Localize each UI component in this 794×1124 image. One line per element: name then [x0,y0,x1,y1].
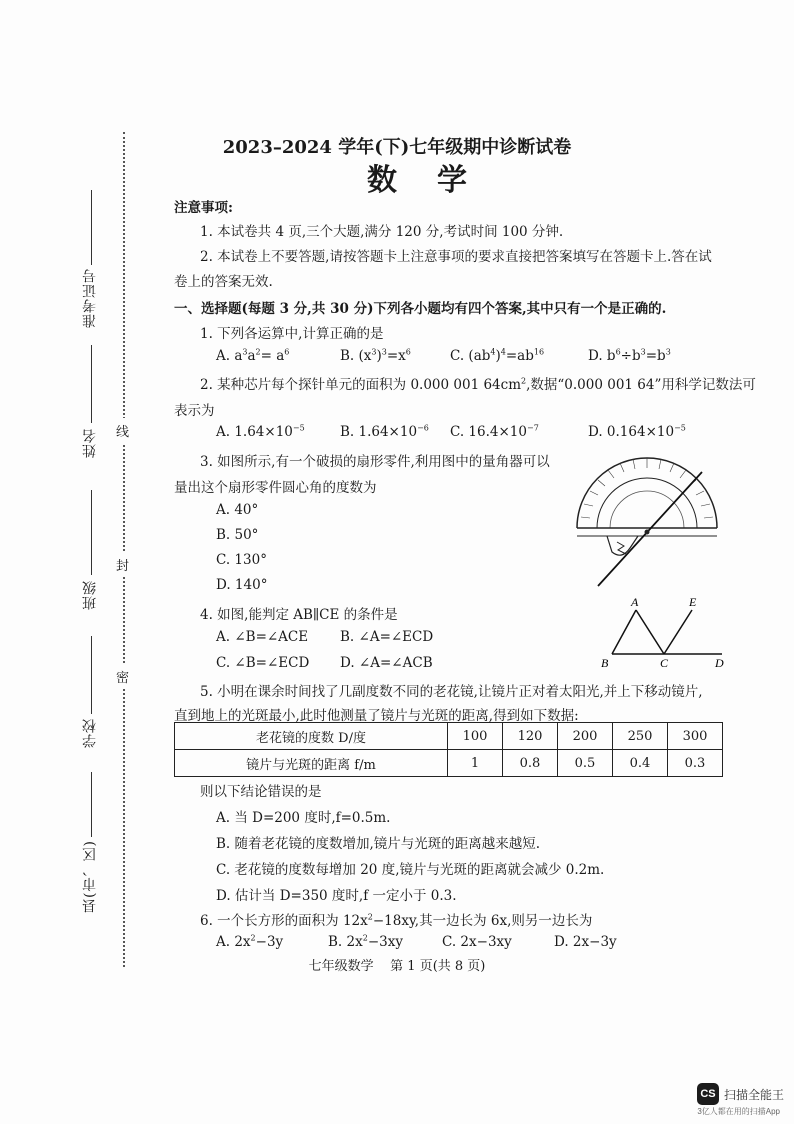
break-zigzag [617,542,626,554]
q4-option-d: D. ∠A=∠ACB [340,655,433,671]
point-d-label: D [715,656,724,670]
table-cell: 300 [668,723,723,750]
q6-stem: 6. 一个长方形的面积为 $12x^2-18xy$,其一边长为 6x,则另一边长为 [200,912,593,929]
name-blank [91,345,93,423]
table-cell: 0.5 [558,750,613,777]
table-cell: 0.4 [613,750,668,777]
protractor-inner-arc-2 [610,491,684,528]
q3-option-a: A. 40° [216,502,259,518]
scanner-tagline: 3亿人都在用的扫描App [697,1107,780,1116]
notice-item-1: 1. 本试卷共 4 页,三个大题,满分 120 分,考试时间 100 分钟. [200,224,564,240]
q1-option-b: B. $(x^3)^3=x^6$ [340,347,411,364]
q5-option-b: B. 随着老花镜的度数增加,镜片与光斑的距离越来越短. [216,836,541,852]
q3-option-c: C. 130° [216,552,267,568]
q2-option-c: C. $16.4\times 10^{-7}$ [450,423,539,440]
exam-number-label: 准考证号 [82,268,98,328]
segment-ac [636,610,664,654]
q6-option-a: A. $2x^2-3y$ [216,933,284,950]
scanner-watermark [697,1083,784,1105]
notice-item-2a: 2. 本试卷上不要答题,请按答题卡上注意事项的要求直接把答案填写在答题卡上.答在试 [200,249,712,265]
q5-data-table [174,722,723,777]
seal-seal-mark: 封 [116,552,129,577]
q3-option-b: B. 50° [216,527,259,543]
table-cell: 0.3 [668,750,723,777]
q6-option-c: C. 2x−3xy [442,934,512,950]
q6-option-b: B. $2x^2-3xy$ [328,933,403,950]
segment-ce [664,610,692,654]
q5-option-c: C. 老花镜的度数每增加 20 度,镜片与光斑的距离就会减少 0.2m. [216,862,605,878]
protractor-inner-arc [597,478,697,528]
q5-stem-line1: 5. 小明在课余时间找了几副度数不同的老花镜,让镜片正对着太阳光,并上下移动镜片, [200,684,703,700]
q2-option-a: A. $1.64\times 10^{-5}$ [216,423,305,440]
segment-ab [612,610,636,654]
scanner-name: 扫描全能王 [723,1087,784,1102]
exam-title: 2023–2024 学年(下)七年级期中诊断试卷 [222,137,572,158]
q5-option-a: A. 当 D=200 度时,f=0.5m. [216,810,391,826]
exam-number-blank [91,190,93,265]
q4-option-b: B. ∠A=∠ECD [340,629,434,645]
subject-title: 数学 [367,163,507,198]
school-label: 学校 [82,718,98,748]
county-blank [91,772,93,837]
table-cell: 0.8 [503,750,558,777]
point-c-label: C [660,656,669,670]
notice-heading: 注意事项: [174,200,233,216]
scanner-logo: CS [697,1083,719,1105]
q2-stem-line1: 2. 某种芯片每个探针单元的面积为 0.000 001 $64cm^2$,数据“0.000 001 64”用科学记数法可 [200,376,756,393]
q1-option-c: C. $(ab^4)^4=ab^{16}$ [450,347,545,364]
q5-stem-line2: 直到地上的光斑最小,此时他测量了镜片与光斑的距离,得到如下数据: [174,708,579,724]
q4-stem: 4. 如图,能判定 AB∥CE 的条件是 [200,607,398,623]
county-label: 县(市、区) [82,840,98,913]
point-e-label: E [689,595,697,609]
name-label: 姓名 [82,428,98,458]
q4-option-a: A. ∠B=∠ACE [216,629,309,645]
notice-item-2b: 卷上的答案无效. [174,274,273,290]
q5-option-d: D. 估计当 D=350 度时,f 一定小于 0.3. [216,888,457,904]
binding-dotted-line [123,132,125,967]
table-cell: 200 [558,723,613,750]
seal-secret-mark: 密 [116,664,129,689]
point-a-label: A [631,595,639,609]
point-b-label: B [601,656,609,670]
q2-stem-line2: 表示为 [174,403,215,419]
row-header-degree: 老花镜的度数 D/度 [175,723,448,750]
part-edge-1 [598,472,702,586]
parallel-lines-figure [596,594,730,672]
protractor-figure [572,452,722,592]
q2-option-d: D. $0.164\times 10^{-5}$ [588,423,686,440]
class-label: 班级 [82,580,98,610]
q1-option-a: A. $a^3a^2= a^6$ [216,347,290,364]
q1-stem: 1. 下列各运算中,计算正确的是 [200,326,384,342]
q5-lead: 则以下结论错误的是 [200,784,322,800]
page-footer: 七年级数学 第 1 页(共 8 页) [308,959,486,974]
seal-line-mark: 线 [116,418,129,443]
class-blank [91,490,93,575]
table-cell: 250 [613,723,668,750]
q3-stem-line1: 3. 如图所示,有一个破损的扇形零件,利用图中的量角器可以 [200,454,550,470]
table-row [175,723,723,750]
protractor-center [645,530,650,535]
q1-option-d: D. $b^6\div b^3=b^3$ [588,347,671,364]
q4-option-c: C. ∠B=∠ECD [216,655,310,671]
table-cell: 120 [503,723,558,750]
q2-option-b: B. $1.64\times 10^{-6}$ [340,423,429,440]
table-cell: 100 [448,723,503,750]
q3-stem-line2: 量出这个扇形零件圆心角的度数为 [174,480,377,496]
school-blank [91,636,93,714]
table-row [175,750,723,777]
q3-option-d: D. 140° [216,577,268,593]
table-cell: 1 [448,750,503,777]
q6-option-d: D. 2x−3y [554,934,617,950]
section-1-heading: 一、选择题(每题 3 分,共 30 分)下列各小题均有四个答案,其中只有一个是正确的. [174,301,667,317]
row-header-distance: 镜片与光斑的距离 f/m [175,750,448,777]
